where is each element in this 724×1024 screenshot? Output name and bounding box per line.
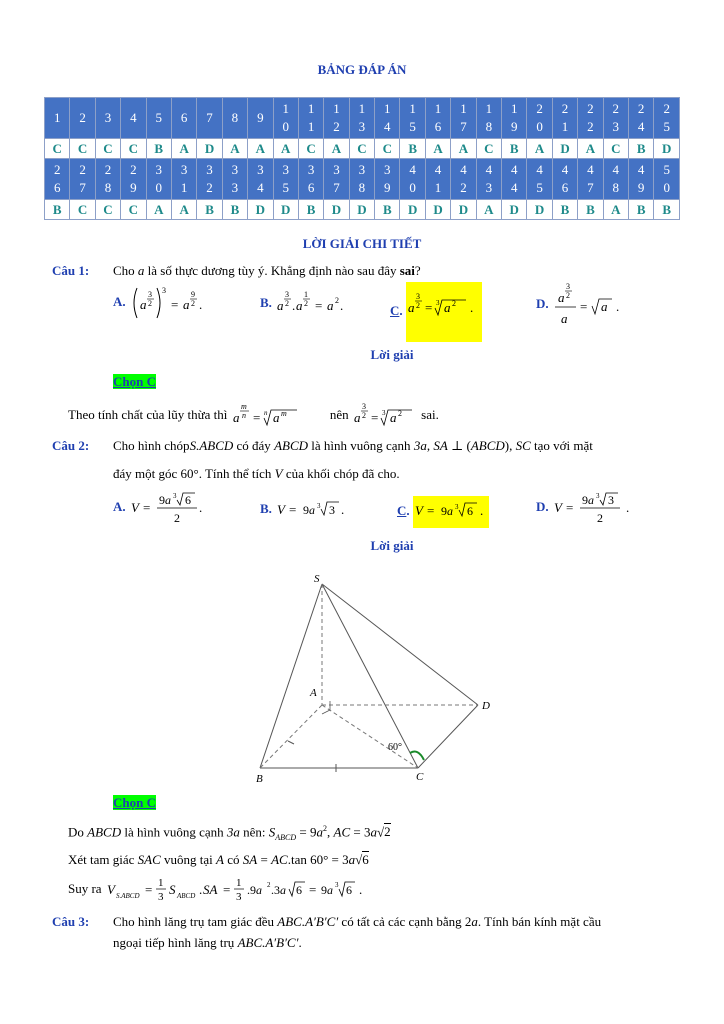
answer-letter-cell: B — [502, 139, 527, 159]
q2-stem-part: đáy một góc — [113, 466, 178, 481]
svg-text:V: V — [553, 500, 562, 515]
question-number-cell: 1 1 — [298, 98, 323, 139]
question-number-cell: 3 0 — [146, 159, 171, 200]
svg-text:6: 6 — [466, 504, 473, 518]
answer-table-title: BẢNG ĐÁP ÁN — [317, 62, 407, 77]
question-number-cell: 2 9 — [121, 159, 146, 200]
svg-text:=: = — [144, 882, 153, 897]
answer-letter-cell: C — [95, 139, 120, 159]
answer-letter-cell: A — [324, 139, 349, 159]
q1-option-b[interactable] — [260, 286, 365, 322]
question-3-stem-line-1: Cho hình lăng trụ tam giác đều ABC.A′B′C′ có tất cả các cạnh bằng 2a. Tính bán kính mặt cầu — [113, 914, 602, 929]
option-letter: B. — [260, 500, 272, 516]
svg-text:9a: 9a — [303, 503, 316, 517]
question-number-cell: 3 6 — [298, 159, 323, 200]
pyramid-figure — [250, 572, 500, 787]
answer-letter-cell: B — [400, 139, 425, 159]
q2-solution-line-3 — [68, 875, 415, 905]
q1-explain-formula-1 — [231, 400, 327, 432]
svg-text:2: 2 — [173, 511, 180, 525]
svg-text:n: n — [241, 411, 246, 420]
svg-text:.3a: .3a — [270, 883, 286, 897]
svg-text:2: 2 — [361, 411, 366, 420]
svg-text:3: 3 — [161, 286, 166, 295]
answer-letter-cell: A — [451, 139, 476, 159]
svg-text:ABCD: ABCD — [176, 892, 196, 900]
svg-text:=: = — [308, 882, 317, 897]
svg-text:V: V — [106, 882, 115, 897]
question-number-cell: 1 8 — [476, 98, 501, 139]
svg-text:=: = — [252, 410, 260, 425]
svg-text:2: 2 — [266, 881, 271, 889]
question-number-cell: 4 — [121, 98, 146, 139]
answer-letter-cell: C — [121, 200, 146, 220]
question-number-cell: 4 4 — [502, 159, 527, 200]
question-number-cell: 2 5 — [654, 98, 680, 139]
svg-text:6: 6 — [184, 493, 191, 507]
svg-text:SA: SA — [202, 882, 218, 897]
svg-text:=: = — [424, 300, 433, 315]
answer-letter-cell: A — [222, 139, 247, 159]
answer-letter-cell: D — [248, 200, 273, 220]
question-number-cell: 1 4 — [375, 98, 400, 139]
svg-text:6: 6 — [295, 883, 302, 897]
q1-explain-formula-2 — [352, 400, 418, 432]
option-letter: C — [397, 502, 407, 518]
question-number-cell: 2 8 — [95, 159, 120, 200]
svg-text:=: = — [426, 503, 435, 518]
svg-text:=: = — [315, 298, 323, 313]
answer-letter-cell: A — [527, 139, 552, 159]
q2-sol-text: có — [227, 852, 240, 867]
answer-letter-cell: C — [375, 139, 400, 159]
answer-letter-cell: A — [425, 139, 450, 159]
svg-text:3: 3 — [607, 493, 614, 507]
svg-text:3: 3 — [317, 502, 321, 510]
answer-letter-cell: D — [502, 200, 527, 220]
svg-text:.: . — [198, 297, 203, 312]
answer-letter-cell: C — [298, 139, 323, 159]
q2-sol-text: vuông tại — [164, 852, 213, 867]
q3-stem-part: Cho hình lăng trụ tam giác đều — [113, 914, 275, 929]
svg-text:3: 3 — [381, 409, 386, 417]
svg-text:3: 3 — [157, 891, 164, 903]
answer-letter-cell: C — [70, 139, 95, 159]
question-1-stem: Cho a là số thực dương tùy ý. Khẳng định nào sau đây sai? — [113, 263, 421, 278]
question-2-label: Câu 2: — [52, 438, 90, 453]
question-number-cell: 3 8 — [349, 159, 374, 200]
question-number-cell: 6 — [171, 98, 196, 139]
answer-letter-cell: D — [425, 200, 450, 220]
svg-text:2: 2 — [565, 291, 570, 300]
answer-letter-cell: A — [171, 200, 196, 220]
svg-text:3: 3 — [147, 290, 152, 299]
svg-text:2: 2 — [190, 299, 195, 308]
svg-text:m: m — [280, 409, 287, 418]
q2-option-a[interactable] — [113, 488, 215, 528]
question-number-cell: 5 0 — [654, 159, 680, 200]
answer-letter-cell: D — [527, 200, 552, 220]
answer-letter-cell: B — [146, 139, 171, 159]
answer-letter-cell: A — [248, 139, 273, 159]
question-number-cell: 1 5 — [400, 98, 425, 139]
svg-text:.: . — [479, 503, 484, 518]
answer-letter-cell: B — [375, 200, 400, 220]
svg-text:a: a — [353, 410, 361, 425]
question-number-cell: 3 3 — [222, 159, 247, 200]
svg-text:.: . — [625, 500, 630, 515]
svg-text:1: 1 — [157, 877, 164, 889]
option-letter: A. — [113, 498, 126, 514]
answer-letter-cell: B — [45, 200, 70, 220]
svg-text:6: 6 — [345, 883, 352, 897]
svg-text:V: V — [414, 503, 423, 518]
svg-text:3: 3 — [565, 282, 570, 291]
svg-text:a: a — [272, 410, 280, 425]
option-letter: B. — [260, 294, 272, 310]
svg-text:.: . — [198, 500, 203, 515]
answer-letter-cell: D — [273, 200, 298, 220]
question-number-cell: 5 — [146, 98, 171, 139]
answer-letter-cell: D — [451, 200, 476, 220]
option-letter: D. — [536, 295, 549, 311]
q1-explain-text: Theo tính chất của lũy thừa thì — [68, 406, 228, 422]
svg-text:.: . — [292, 298, 296, 313]
answer-letter-cell: C — [70, 200, 95, 220]
question-number-cell: 4 7 — [578, 159, 603, 200]
question-number-cell: 3 — [95, 98, 120, 139]
svg-text:3: 3 — [435, 299, 440, 307]
q2-stem-part: là hình vuông cạnh — [311, 438, 411, 453]
svg-text:3: 3 — [285, 290, 290, 299]
q2-chon — [113, 795, 156, 811]
answer-letter-cell: C — [603, 139, 628, 159]
answer-letter-cell: C — [121, 139, 146, 159]
question-number-cell: 1 2 — [324, 98, 349, 139]
svg-text:S: S — [168, 882, 176, 897]
svg-text:a: a — [277, 298, 284, 313]
question-2-stem-line-1: Cho hình chópS.ABCD có đáy ABCD là hình vuông cạnh 3a, SA ⊥ (ABCD), SC tạo với mặt — [113, 438, 593, 453]
question-number-cell: 4 0 — [400, 159, 425, 200]
question-3-stem-line-2: ngoại tiếp hình lăng trụ ABC.A′B′C′. — [113, 935, 302, 950]
svg-text:a: a — [560, 311, 568, 326]
q1-loigiai: Lời giải — [370, 347, 414, 362]
question-number-cell: 2 2 — [578, 98, 603, 139]
svg-text:a: a — [389, 410, 397, 425]
q1-explanation — [68, 400, 439, 432]
svg-text:=: = — [170, 297, 179, 312]
svg-text:.: . — [615, 299, 620, 314]
q1-stem-bold: sai — [399, 263, 415, 278]
svg-text:=: = — [142, 500, 151, 515]
option-letter: C — [390, 302, 400, 318]
q2-stem-part: của khối chóp đã cho. — [285, 466, 400, 481]
answer-letter-cell: A — [578, 139, 603, 159]
q2-sol-text: Do — [68, 824, 84, 840]
svg-text:2: 2 — [451, 299, 456, 308]
solution-title: LỜI GIẢI CHI TIẾT — [302, 236, 422, 251]
vertex-label-s: S — [314, 573, 320, 585]
answer-letter-cell: C — [45, 139, 70, 159]
answer-letter-cell: D — [552, 139, 577, 159]
q2-stem-part: Tính thể tích — [204, 466, 272, 481]
q1-chon — [113, 374, 156, 390]
q2-stem-part: tạo với mặt — [534, 438, 593, 453]
question-number-cell: 1 0 — [273, 98, 298, 139]
answer-letter-cell: D — [324, 200, 349, 220]
svg-text:3: 3 — [329, 503, 336, 517]
svg-text:2: 2 — [596, 511, 603, 525]
answer-letter-cell: D — [197, 139, 222, 159]
svg-text:2: 2 — [285, 299, 290, 308]
svg-text:V: V — [277, 502, 286, 517]
answer-letter-cell: C — [349, 139, 374, 159]
svg-text:a: a — [557, 290, 565, 305]
svg-text:9a: 9a — [440, 504, 453, 518]
q1-option-d[interactable] — [536, 280, 642, 330]
answer-letter-cell: D — [654, 139, 680, 159]
question-number-cell: 4 3 — [476, 159, 501, 200]
svg-text:2: 2 — [147, 299, 152, 308]
q2-option-b[interactable] — [260, 499, 371, 521]
q2-option-c[interactable]: C. V = 9a 3 6 . — [397, 496, 489, 528]
question-number-cell: 3 5 — [273, 159, 298, 200]
question-number-cell: 4 2 — [451, 159, 476, 200]
option-letter: D. — [536, 498, 549, 514]
answer-letter-cell: B — [222, 200, 247, 220]
vertex-label-d: D — [482, 700, 490, 712]
q3-stem-part: ngoại tiếp hình lăng trụ — [113, 935, 235, 950]
svg-text:3: 3 — [361, 402, 366, 411]
question-number-cell: 1 3 — [349, 98, 374, 139]
question-number-cell: 3 2 — [197, 159, 222, 200]
svg-text:.: . — [358, 882, 363, 897]
question-number-cell: 1 6 — [425, 98, 450, 139]
answer-letter-cell: B — [197, 200, 222, 220]
question-3-label: Câu 3: — [52, 914, 90, 929]
question-number-cell: 1 7 — [451, 98, 476, 139]
svg-text:.: . — [198, 882, 203, 897]
q2-stem-part: có đáy — [236, 438, 271, 453]
svg-text:.: . — [469, 300, 474, 315]
q2-option-d-formula — [552, 488, 642, 528]
question-1-label: Câu 1: — [52, 263, 90, 278]
svg-text:=: = — [370, 410, 379, 425]
answer-letter-cell: D — [400, 200, 425, 220]
answer-letter-cell: A — [476, 200, 501, 220]
svg-text:1: 1 — [235, 877, 242, 889]
q1-explain-text: nên — [329, 406, 349, 422]
answer-table-answers-row-1 — [45, 139, 680, 159]
q2-option-b-formula — [275, 499, 371, 521]
q1-option-c[interactable]: C. a 3 2 = 3 a 2 . — [390, 282, 482, 342]
q2-volume-formula — [105, 875, 415, 905]
svg-text:a: a — [232, 410, 240, 425]
svg-text:1: 1 — [304, 290, 309, 299]
question-number-cell: 2 0 — [527, 98, 552, 139]
q1-option-a-formula — [129, 284, 229, 322]
svg-text:3: 3 — [595, 492, 600, 500]
svg-text:9a: 9a — [320, 883, 333, 897]
answer-table-answers-row-2 — [45, 200, 680, 220]
q1-chon-text: Chọn C — [113, 374, 156, 389]
question-number-cell: 4 1 — [425, 159, 450, 200]
svg-text:=: = — [565, 500, 574, 515]
question-number-cell: 2 3 — [603, 98, 628, 139]
q2-loigiai: Lời giải — [370, 538, 414, 553]
svg-text:.: . — [340, 298, 344, 313]
angle-label: 60° — [388, 742, 402, 753]
q2-sol-text: Suy ra — [68, 880, 102, 896]
q2-option-c-formula — [413, 500, 489, 522]
svg-text:V: V — [130, 500, 139, 515]
question-number-cell: 3 9 — [375, 159, 400, 200]
answer-letter-cell: B — [552, 200, 577, 220]
answer-letter-cell: B — [298, 200, 323, 220]
svg-text:S.ABCD: S.ABCD — [115, 892, 140, 900]
svg-text:a: a — [139, 297, 147, 312]
answer-table — [44, 97, 680, 220]
svg-text:3: 3 — [415, 292, 420, 301]
question-number-cell: 2 1 — [552, 98, 577, 139]
q1-stem-end: ? — [414, 263, 421, 278]
q1-option-b-formula — [275, 286, 365, 322]
q1-option-d-formula — [552, 280, 642, 330]
answer-letter-cell: B — [654, 200, 680, 220]
question-number-cell: 7 — [197, 98, 222, 139]
q2-sol-text: Xét tam giác — [68, 852, 135, 867]
question-number-cell: 2 6 — [45, 159, 70, 200]
question-number-cell: 9 — [248, 98, 273, 139]
q2-sol-text: nên: — [243, 824, 266, 840]
question-number-cell: 3 4 — [248, 159, 273, 200]
answer-letter-cell: B — [578, 200, 603, 220]
answer-letter-cell: C — [476, 139, 501, 159]
svg-text:2: 2 — [335, 296, 340, 305]
svg-text:a: a — [182, 297, 190, 312]
answer-table-numbers-row-2 — [45, 159, 680, 200]
svg-text:.: . — [341, 502, 345, 517]
q2-solution-line-2: Xét tam giác SAC vuông tại A có SA = AC.tan 60° = 3a√6 — [68, 852, 369, 867]
svg-text:9a: 9a — [581, 493, 594, 507]
q1-stem-part: là số thực dương tùy ý. Khẳng định nào sau đây — [147, 263, 397, 278]
svg-text:3: 3 — [172, 492, 177, 500]
q2-solution-line-1: Do ABCD là hình vuông cạnh 3a nên: $S_{ABCD} = 9a^2$, AC = 3a√2 — [68, 824, 391, 842]
answer-letter-cell: B — [628, 200, 653, 220]
q2-option-d[interactable] — [536, 488, 642, 528]
svg-text:2: 2 — [415, 301, 420, 310]
question-number-cell: 1 9 — [502, 98, 527, 139]
q2-option-a-formula — [129, 488, 215, 528]
question-number-cell: 2 4 — [628, 98, 653, 139]
option-letter: A. — [113, 293, 126, 309]
svg-text:3: 3 — [454, 503, 459, 511]
question-number-cell: 2 7 — [70, 159, 95, 200]
answer-letter-cell: A — [171, 139, 196, 159]
svg-text:=: = — [289, 502, 297, 517]
q3-stem-part: . Tính bán kính mặt cầu — [477, 914, 602, 929]
svg-text:2: 2 — [397, 409, 402, 418]
vertex-label-b: B — [256, 773, 263, 785]
question-2-stem-line-2: đáy một góc 60°. Tính thể tích V của khối chóp đã cho. — [113, 466, 400, 481]
svg-text:9a: 9a — [158, 493, 171, 507]
vertex-label-c: C — [416, 771, 424, 783]
svg-text:=: = — [579, 299, 588, 314]
question-number-cell: 1 — [45, 98, 70, 139]
vertex-label-a: A — [310, 687, 317, 699]
q1-option-a[interactable] — [113, 284, 229, 324]
svg-text:a: a — [327, 298, 334, 313]
q2-sol-text: là hình vuông cạnh — [124, 824, 224, 840]
question-number-cell: 3 7 — [324, 159, 349, 200]
svg-text:2: 2 — [304, 299, 309, 308]
answer-table-numbers-row-1 — [45, 98, 680, 139]
question-number-cell: 4 9 — [628, 159, 653, 200]
answer-letter-cell: A — [273, 139, 298, 159]
svg-text:a: a — [407, 300, 415, 315]
question-number-cell: 8 — [222, 98, 247, 139]
question-number-cell: 3 1 — [171, 159, 196, 200]
q3-stem-part: có tất cả các cạnh bằng — [341, 914, 462, 929]
svg-text:n: n — [263, 409, 268, 417]
q1-stem-part: Cho — [113, 263, 135, 278]
answer-letter-cell: C — [95, 200, 120, 220]
answer-letter-cell: B — [628, 139, 653, 159]
svg-text:3: 3 — [334, 881, 339, 889]
svg-text:9: 9 — [190, 290, 195, 299]
q2-chon-text: Chọn C — [113, 795, 156, 810]
q1-explain-text: sai. — [421, 406, 439, 422]
svg-text:=: = — [222, 882, 231, 897]
svg-text:a: a — [443, 300, 451, 315]
svg-text:m: m — [240, 402, 247, 411]
question-number-cell: 4 6 — [552, 159, 577, 200]
svg-text:a: a — [600, 299, 608, 314]
svg-text:a: a — [296, 298, 303, 313]
question-number-cell: 4 8 — [603, 159, 628, 200]
question-number-cell: 2 — [70, 98, 95, 139]
answer-letter-cell: A — [603, 200, 628, 220]
question-number-cell: 4 5 — [527, 159, 552, 200]
answer-letter-cell: D — [349, 200, 374, 220]
svg-text:3: 3 — [235, 891, 242, 903]
q2-stem-part: Cho hình chóp — [113, 438, 190, 453]
answer-letter-cell: A — [146, 200, 171, 220]
q1-option-c-formula — [406, 288, 482, 328]
svg-text:.9a: .9a — [246, 883, 262, 897]
